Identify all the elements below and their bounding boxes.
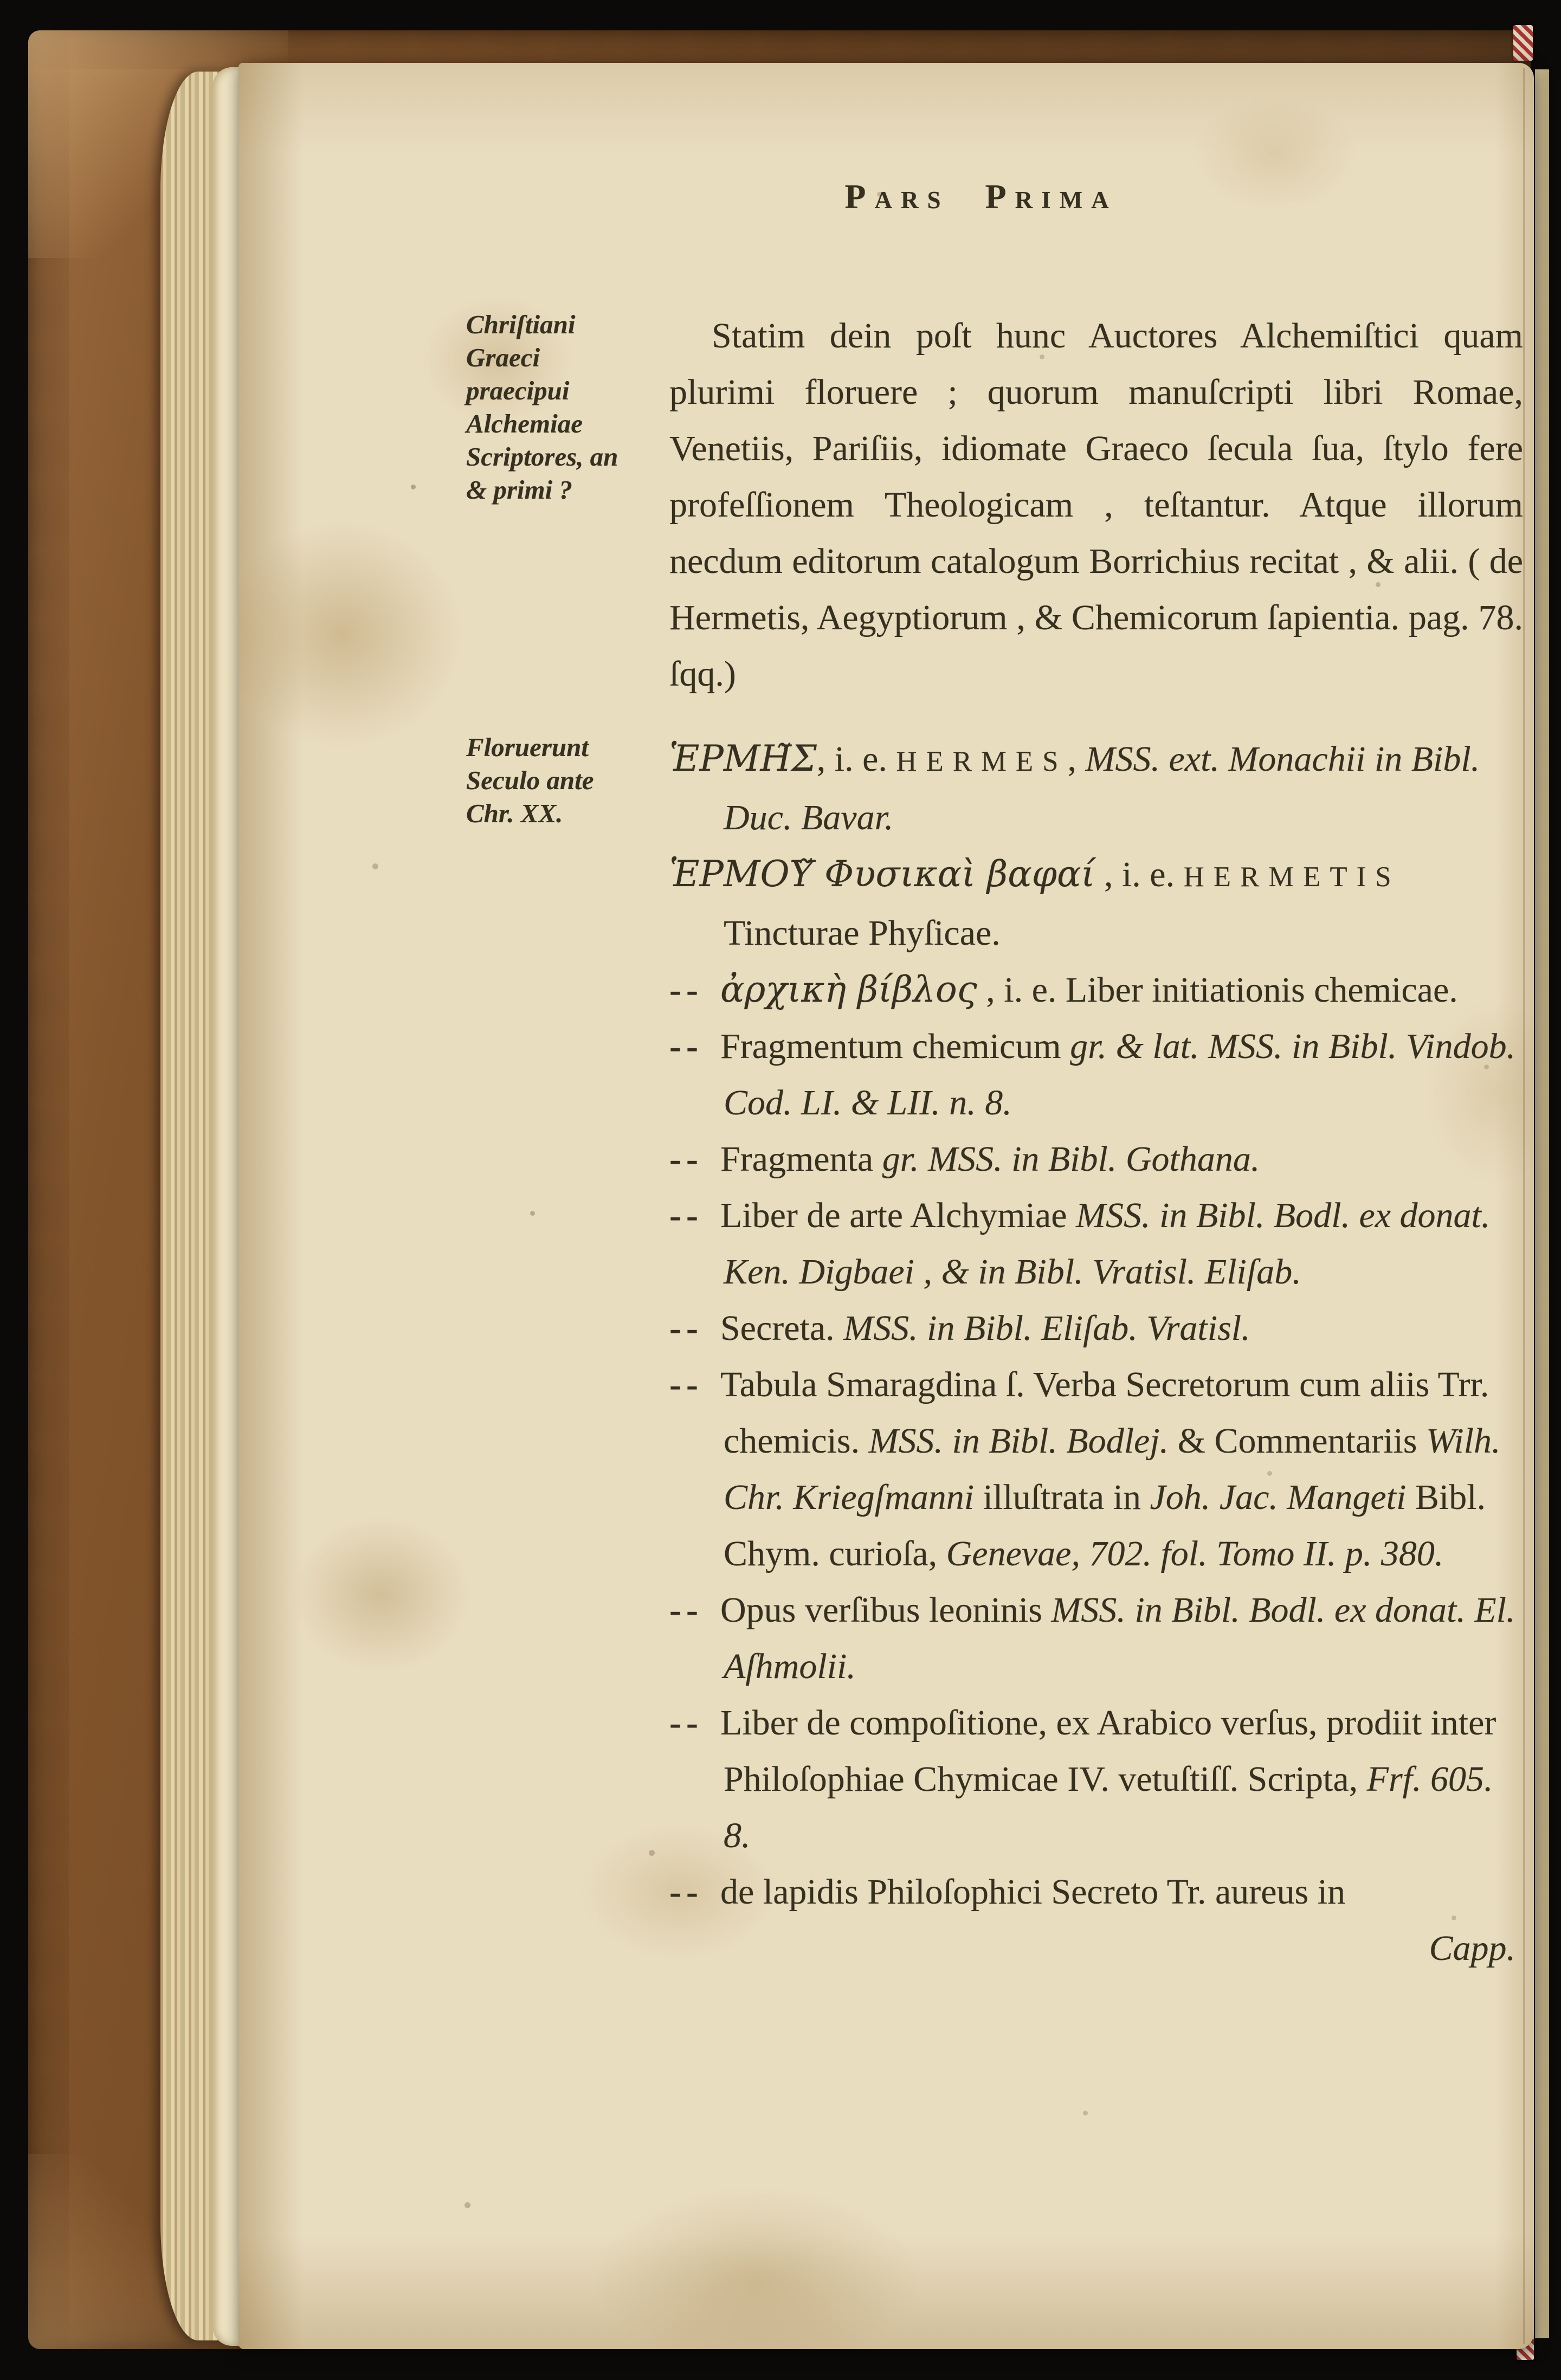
bibliography-entry [669,1188,1523,1300]
next-page-sliver [1535,69,1549,2338]
body-paragraph: Statim dein poſt hunc Auctores Alchemiſtici quam plurimi floruere ; quorum manuſcripti libri Romae, Venetiis, Pariſiis, idiomate Graeco ſecula ſua, ſtylo fere profeſſionem Theologicam , teſtantur. Atque illorum necdum editorum catalogum Borrichius recitat , & alii. ( de Hermetis, Aegyptiorum , & Chemicorum ſapientia. pag. 78. ſqq.) [669,316,1523,694]
entry-text-segment: Tabula Smaragdina ſ. Verba Secretorum cum aliis Trr. chemicis. [720,1365,1489,1461]
bibliography-entry [669,1300,1523,1357]
entry-dash: -- [669,1139,703,1179]
entry-text-segment: MSS. in Bibl. Bodl. ex donat. El. Aſhmolii. [724,1590,1515,1686]
bibliography-entry [669,1018,1523,1131]
entry-dash: -- [669,1196,703,1235]
bibliography-list [669,731,1523,1920]
entry-text-segment: Frf. 605. 8. [724,1759,1493,1855]
entry-text-segment: , i. e. Liber initiationis chemicae. [977,970,1458,1010]
entry-text-segment: Bibl. Chym. curioſa, [724,1478,1486,1573]
bibliography-entry [669,846,1523,962]
entry-dash: -- [669,1872,703,1912]
entry-dash: -- [669,970,703,1010]
book-page [238,63,1534,2349]
entry-text-segment: MSS. in Bibl. Bodlej. [868,1421,1169,1461]
entry-dash: -- [669,1365,703,1404]
entry-dash: -- [669,1703,703,1743]
bookmark-ribbon-top [1513,25,1533,61]
margin-note: Floruerunt Seculo ante Chr. XX. [466,732,594,828]
entry-text-segment: ἙΡΜΟΥ̃ Φυσικαὶ βαφαί [669,853,1095,895]
entry-text-segment: & Commentariis [1169,1421,1426,1461]
entry-text-segment: de lapidis Philoſophici Secreto Tr. aureus in [720,1872,1346,1912]
catchword: Capp. [1429,1928,1515,1968]
entry-text-segment: gr. MSS. in Bibl. Gothana. [882,1139,1260,1179]
entry-text-segment: HERMETIS [1183,861,1401,893]
page-header: Pars Prima [844,177,1118,216]
entry-text-segment: Liber de compoſitione, ex Arabico verſus, prodiit inter Philoſophiae Chymicae IV. vetuſtiſſ. Scripta, [720,1703,1497,1799]
bibliography-entry [669,731,1523,846]
entry-text-segment: , [1067,739,1086,779]
entry-text-segment: Genevae, 702. fol. Tomo II. p. 380. [946,1534,1444,1573]
bibliography-entry [669,962,1523,1018]
entry-text-segment: ἙΡΜΗ̃Σ [669,738,817,779]
entry-text-segment: Fragmenta [720,1139,882,1179]
entry-dash: -- [669,1308,703,1348]
bibliography-entry [669,1357,1523,1582]
bibliography-entry [669,1864,1523,1920]
body-column [669,731,1523,1977]
margin-note: Chriſtiani Graeci praecipui Alchemiae Scriptores, an & primi ? [466,309,618,505]
entry-text-segment: HERMES [896,746,1068,777]
entry-text-segment: Secreta. [720,1308,844,1348]
entry-text-segment: Joh. Jac. Mangeti [1150,1478,1407,1517]
entry-dash: -- [669,1590,703,1630]
entry-text-segment: ἀρχικὴ βίβλος [720,969,977,1010]
entry-text-segment: MSS. in Bibl. Bodl. ex donat. Ken. Digbaei , & in Bibl. Vratisl. Eliſab. [724,1196,1491,1292]
bibliography-entry [669,1695,1523,1864]
entry-text-segment: , i. e. [1095,855,1184,894]
page-content [466,308,1523,1977]
entry-text-segment: Fragmentum chemicum [720,1027,1070,1066]
entry-text-segment: gr. & lat. MSS. in Bibl. Vindob. Cod. LI. & LII. n. 8. [724,1027,1516,1123]
body-column [669,308,1523,702]
entry-text-segment: , i. e. [816,739,896,779]
entry-text-segment: Opus verſibus leoninis [720,1590,1052,1630]
bibliography-entry [669,1582,1523,1695]
paper-specks [238,63,241,66]
entry-text-segment: Liber de arte Alchymiae [720,1196,1076,1235]
entry-text-segment: MSS. in Bibl. Eliſab. Vratisl. [843,1308,1250,1348]
entry-text-segment: MSS. ext. Monachii in Bibl. Duc. Bavar. [724,739,1480,837]
entry-text-segment: Tincturae Phyſicae. [724,913,1001,953]
entry-text-segment: illuſtrata in [974,1478,1150,1517]
entry-dash: -- [669,1027,703,1066]
entry-text-segment: Wilh. Chr. Kriegſmanni [724,1421,1501,1517]
bibliography-entry [669,1131,1523,1188]
